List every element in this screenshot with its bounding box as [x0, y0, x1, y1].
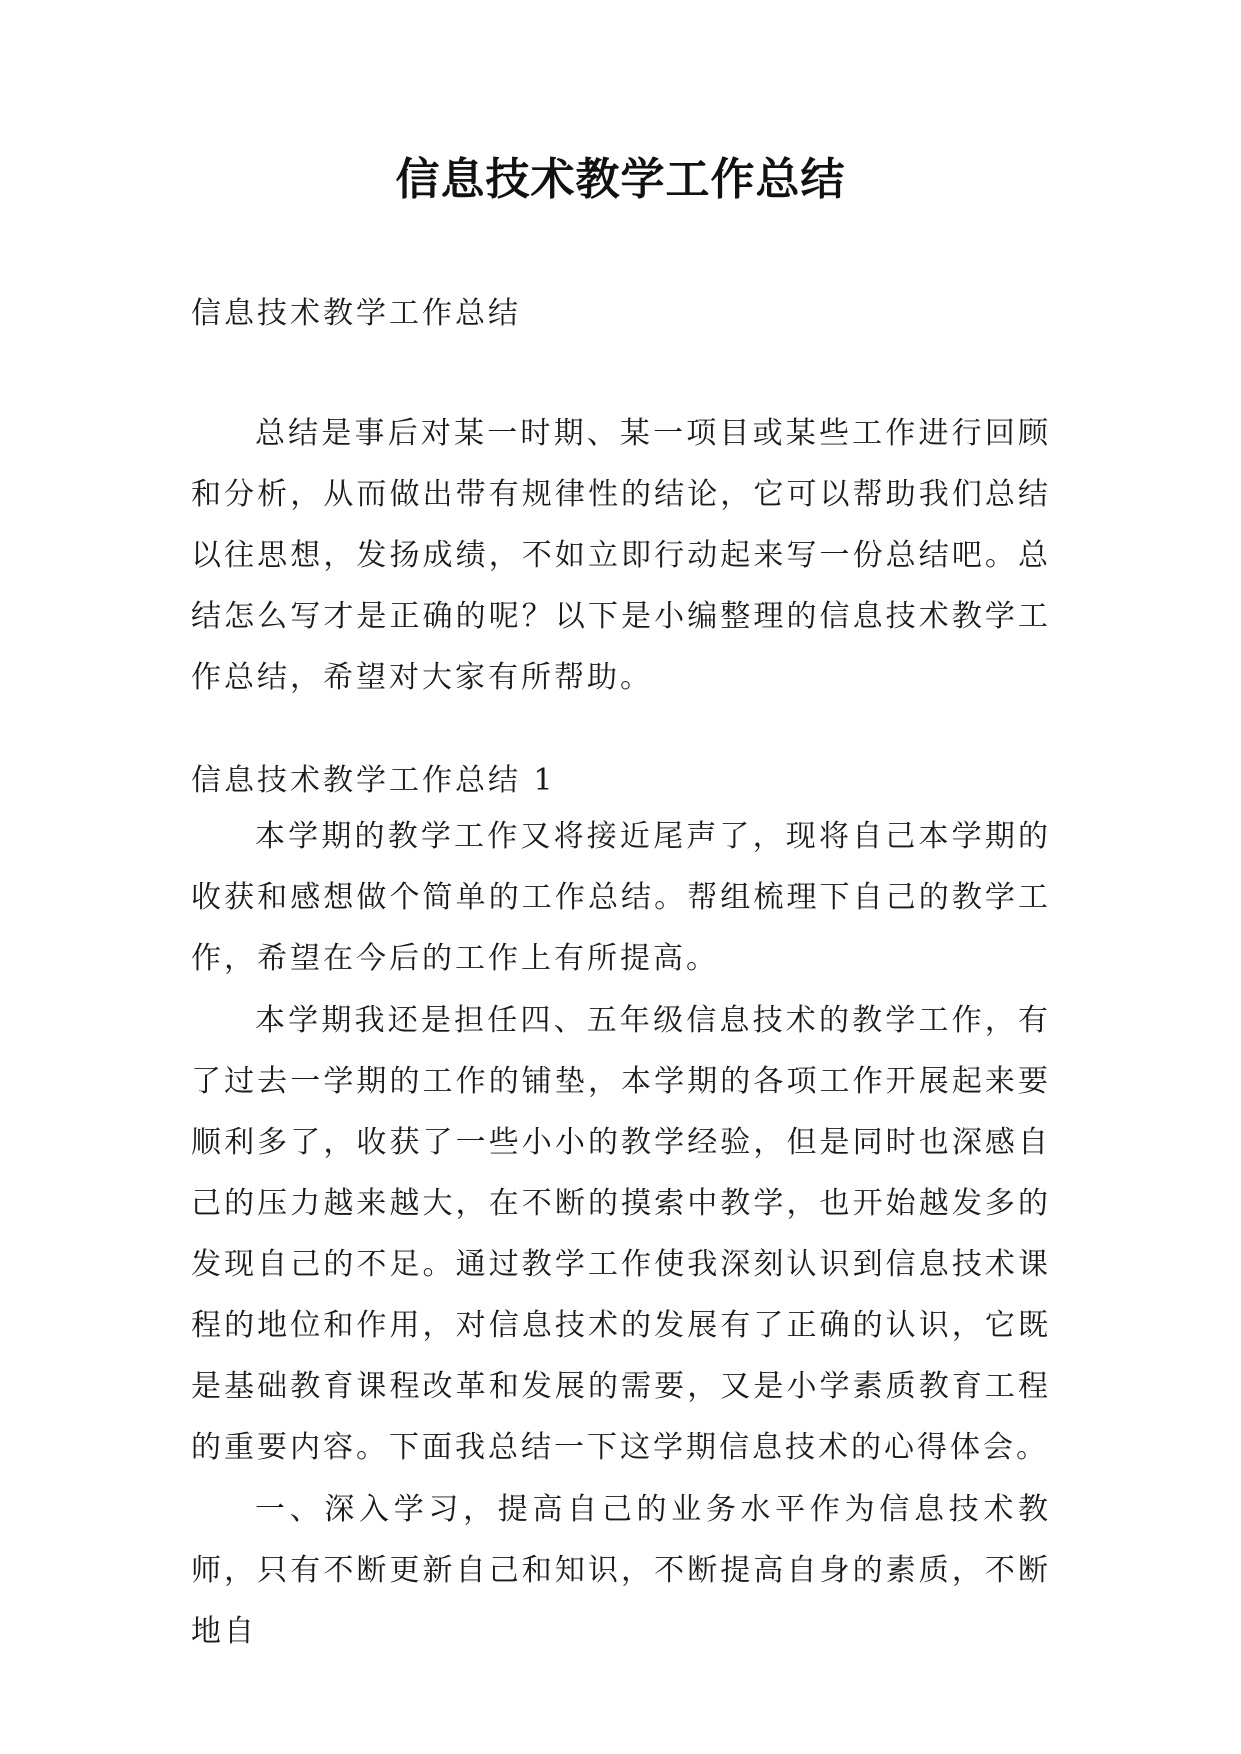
body-paragraph-1: 本学期的教学工作又将接近尾声了，现将自己本学期的收获和感想做个简单的工作总结。帮组梳理下自己的教学工作，希望在今后的工作上有所提高。: [191, 819, 1051, 976]
intro-paragraph: 总结是事后对某一时期、某一项目或某些工作进行回顾和分析，从而做出带有规律性的结论，它可以帮助我们总结以往思想，发扬成绩，不如立即行动起来写一份总结吧。总结怎么写才是正确的呢？以下是小编整理的信息技术教学工作总结，希望对大家有所帮助。: [191, 416, 1051, 695]
body-paragraph-2: 本学期我还是担任四、五年级信息技术的教学工作，有了过去一学期的工作的铺垫，本学期的各项工作开展起来要顺利多了，收获了一些小小的教学经验，但是同时也深感自己的压力越来越大，在不断的摸索中教学，也开始越发多的发现自己的不足。通过教学工作使我深刻认识到信息技术课程的地位和作用，对信息技术的发展有了正确的认识，它既是基础教育课程改革和发展的需要，又是小学素质教育工程的重要内容。下面我总结一下这学期信息技术的心得体会。: [191, 1003, 1051, 1465]
document-title: 信息技术教学工作总结: [395, 154, 846, 205]
document-subtitle: 信息技术教学工作总结: [191, 296, 521, 331]
body-paragraph-3: 一、深入学习，提高自己的业务水平作为信息技术教师，只有不断更新自己和知识，不断提高自身的素质，不断地自: [191, 1492, 1051, 1649]
section-heading: 信息技术教学工作总结 1: [191, 763, 556, 798]
